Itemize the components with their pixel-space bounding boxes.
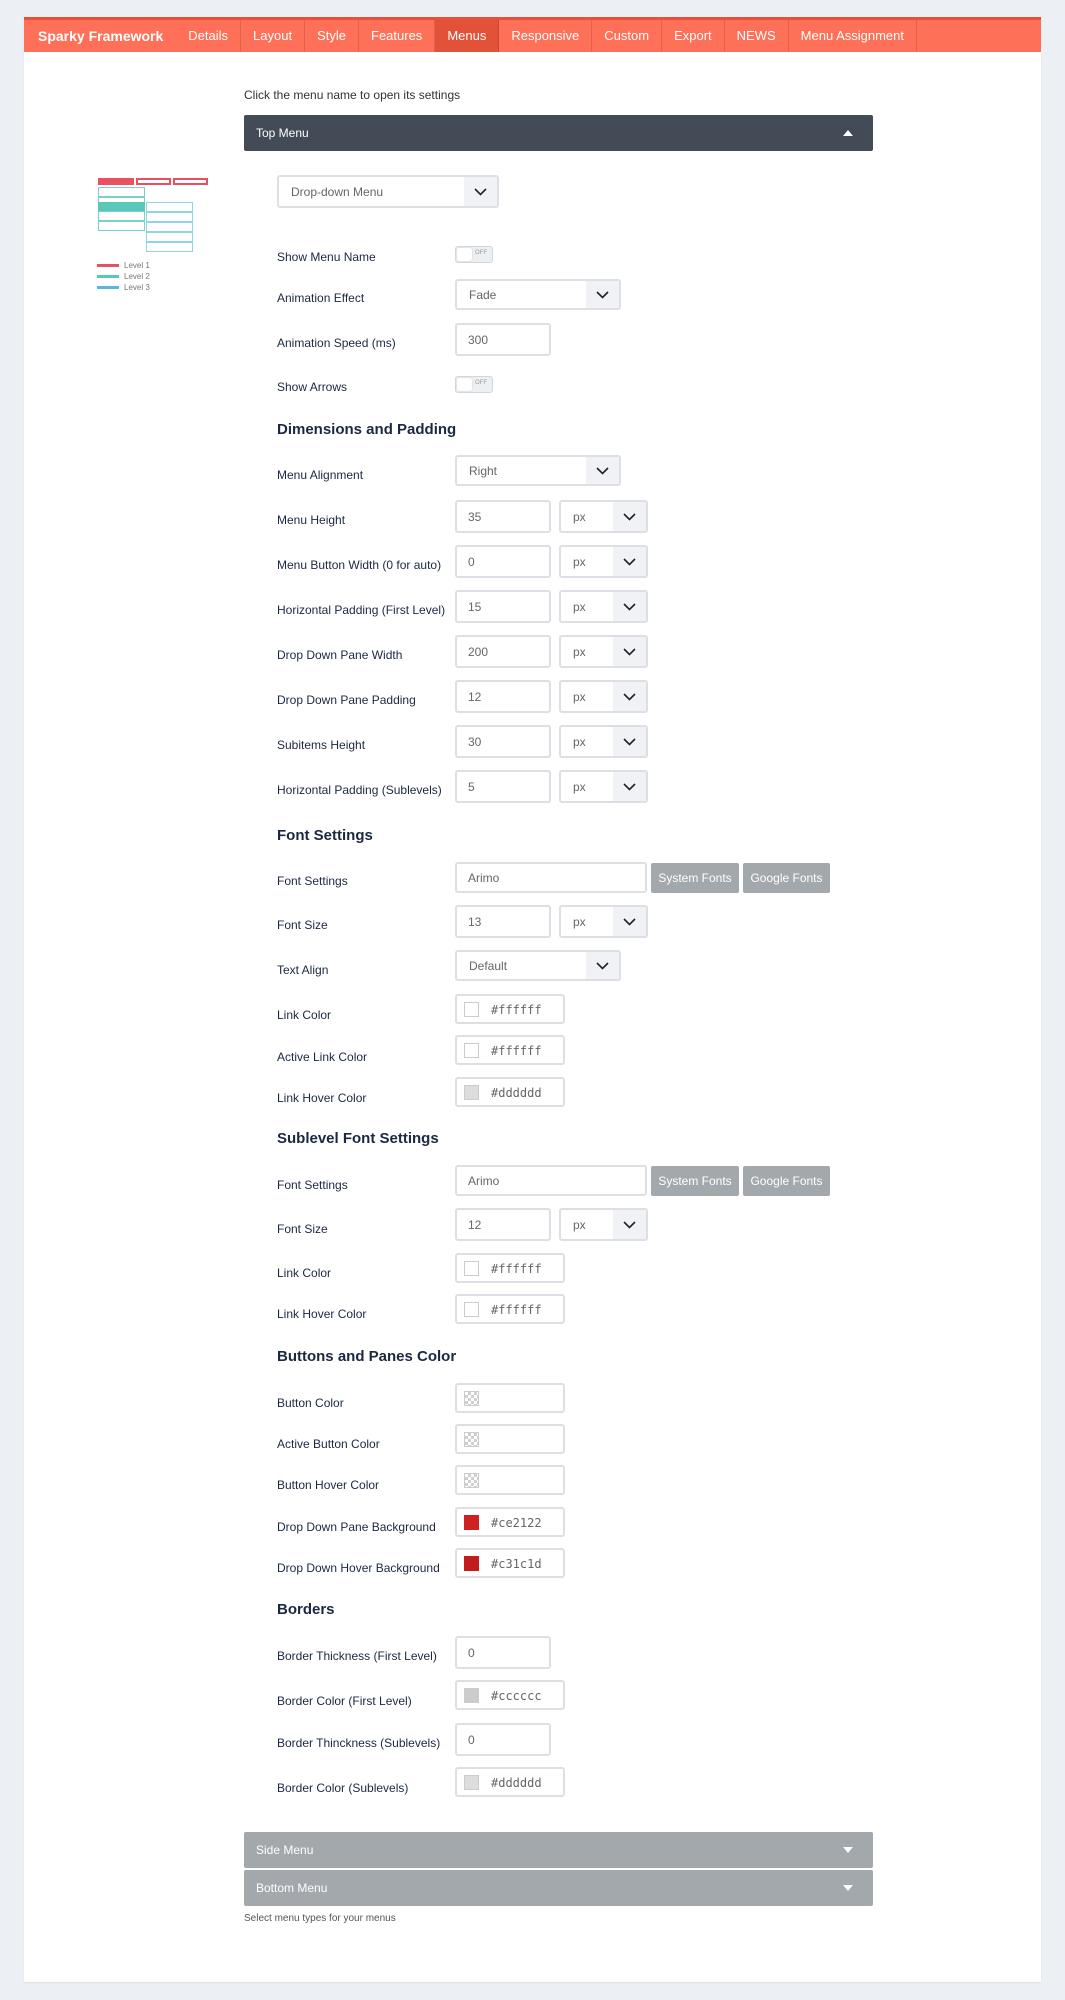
link-color-value: #ffffff <box>491 1003 542 1017</box>
chevron-down-icon <box>613 1210 646 1239</box>
border-thickness-first-label: Border Thickness (First Level) <box>277 1649 437 1663</box>
menu-height-unit-select[interactable] <box>559 500 648 533</box>
border-color-sub-picker[interactable] <box>455 1767 565 1797</box>
sublevel-system-fonts-button[interactable]: System Fonts <box>651 1166 739 1196</box>
tab-news[interactable]: NEWS <box>725 20 789 52</box>
animation-speed-input[interactable]: 300 <box>455 323 551 356</box>
show-arrows-toggle[interactable] <box>455 376 493 393</box>
top-navigation <box>24 17 1041 52</box>
active-link-color-picker[interactable] <box>455 1035 565 1065</box>
font-size-label: Font Size <box>277 918 328 932</box>
transparent-swatch-icon <box>464 1473 479 1488</box>
unit-value: px <box>573 554 586 569</box>
toggle-off-text: OFF <box>475 380 487 386</box>
border-color-first-value: #cccccc <box>491 1689 542 1703</box>
menu-hint-text: Click the menu name to open its settings <box>244 88 461 102</box>
menu-alignment-select[interactable] <box>455 455 621 486</box>
link-hover-color-label: Link Hover Color <box>277 1091 367 1105</box>
sublevel-font-family-input[interactable]: Arimo <box>455 1165 647 1196</box>
horizontal-padding-sublevels-label: Horizontal Padding (Sublevels) <box>277 783 442 797</box>
show-arrows-label: Show Arrows <box>277 380 348 394</box>
border-color-sub-value: #dddddd <box>491 1776 542 1790</box>
text-align-select[interactable] <box>455 950 621 981</box>
sublevel-font-settings-label: Font Settings <box>277 1178 348 1192</box>
legend-level-3: Level 3 <box>124 283 150 292</box>
horizontal-padding-first-level-unit-select[interactable] <box>559 590 648 623</box>
color-swatch <box>464 1261 479 1276</box>
border-thickness-first-input[interactable]: 0 <box>455 1636 551 1669</box>
legend-level-1: Level 1 <box>124 261 150 270</box>
font-family-input[interactable]: Arimo <box>455 862 647 893</box>
menu-preview-diagram <box>97 177 213 297</box>
drop-down-pane-width-label: Drop Down Pane Width <box>277 648 403 662</box>
bottom-menu-title: Bottom Menu <box>256 1881 328 1895</box>
border-color-first-picker[interactable] <box>455 1680 565 1710</box>
animation-effect-value: Fade <box>469 287 497 302</box>
color-swatch <box>464 1556 479 1571</box>
chevron-down-icon <box>613 907 646 936</box>
color-swatch <box>464 1775 479 1790</box>
link-color-label: Link Color <box>277 1008 332 1022</box>
font-size-unit-value: px <box>573 914 586 929</box>
legend-level-2: Level 2 <box>124 272 150 281</box>
link-color-picker[interactable] <box>455 994 565 1024</box>
menu-type-select[interactable] <box>277 175 499 208</box>
chevron-down-icon <box>586 457 619 484</box>
chevron-down-icon <box>586 952 619 979</box>
font-settings-heading: Font Settings <box>277 827 373 844</box>
show-menu-name-label: Show Menu Name <box>277 250 376 264</box>
chevron-down-icon <box>464 177 497 206</box>
show-menu-name-toggle[interactable] <box>455 246 493 263</box>
sublevel-link-color-label: Link Color <box>277 1266 332 1280</box>
horizontal-padding-sublevels-input[interactable]: 5 <box>455 770 551 803</box>
chevron-down-icon <box>613 682 646 711</box>
tab-menus[interactable]: Menus <box>435 20 499 52</box>
font-size-input[interactable]: 13 <box>455 905 551 938</box>
color-swatch <box>464 1688 479 1703</box>
drop-down-pane-width-unit-select[interactable] <box>559 635 648 668</box>
pane-background-value: #ce2122 <box>491 1516 542 1530</box>
chevron-down-icon <box>586 281 619 308</box>
dimensions-heading: Dimensions and Padding <box>277 421 457 438</box>
border-thickness-sub-input[interactable]: 0 <box>455 1723 551 1756</box>
buttons-panes-heading: Buttons and Panes Color <box>277 1348 457 1365</box>
link-hover-color-value: #dddddd <box>491 1086 542 1100</box>
button-color-picker[interactable] <box>455 1383 565 1413</box>
side-menu-accordion[interactable] <box>244 1832 873 1868</box>
pane-background-label: Drop Down Pane Background <box>277 1520 436 1534</box>
sublevel-google-fonts-button[interactable]: Google Fonts <box>743 1166 830 1196</box>
tab-layout[interactable]: Layout <box>241 20 305 52</box>
caret-down-icon <box>843 1885 853 1891</box>
active-button-color-picker[interactable] <box>455 1424 565 1454</box>
tab-custom[interactable]: Custom <box>592 20 662 52</box>
color-swatch <box>464 1002 479 1017</box>
text-align-label: Text Align <box>277 963 329 977</box>
font-size-unit-select[interactable] <box>559 905 648 938</box>
color-swatch <box>464 1085 479 1100</box>
caret-down-icon <box>843 1847 853 1853</box>
chevron-down-icon <box>613 592 646 621</box>
sublevel-link-hover-color-value: #ffffff <box>491 1303 542 1317</box>
active-link-color-value: #ffffff <box>491 1044 542 1058</box>
tab-details[interactable]: Details <box>176 20 241 52</box>
drop-down-pane-width-input[interactable]: 200 <box>455 635 551 668</box>
menu-type-value: Drop-down Menu <box>291 184 384 199</box>
unit-value: px <box>573 734 586 749</box>
menu-button-width-0-for-auto-input[interactable]: 0 <box>455 545 551 578</box>
sublevel-font-size-unit-value: px <box>573 1217 586 1232</box>
horizontal-padding-first-level-label: Horizontal Padding (First Level) <box>277 603 446 617</box>
menu-height-label: Menu Height <box>277 513 346 527</box>
tab-export[interactable]: Export <box>662 20 725 52</box>
borders-heading: Borders <box>277 1601 335 1618</box>
border-color-sub-label: Border Color (Sublevels) <box>277 1781 409 1795</box>
pane-background-picker[interactable] <box>455 1507 565 1537</box>
drop-down-pane-padding-input[interactable]: 12 <box>455 680 551 713</box>
system-fonts-button[interactable]: System Fonts <box>651 863 739 893</box>
sublevel-link-color-value: #ffffff <box>491 1262 542 1276</box>
sublevel-font-size-label: Font Size <box>277 1222 328 1236</box>
font-settings-label: Font Settings <box>277 874 348 888</box>
subitems-height-unit-select[interactable] <box>559 725 648 758</box>
top-menu-title: Top Menu <box>256 126 309 140</box>
border-thickness-sub-label: Border Thinckness (Sublevels) <box>277 1736 441 1750</box>
animation-speed-label: Animation Speed (ms) <box>277 336 396 350</box>
side-menu-title: Side Menu <box>256 1843 314 1857</box>
animation-effect-select[interactable] <box>455 279 621 310</box>
menu-button-width-0-for-auto-unit-select[interactable] <box>559 545 648 578</box>
text-align-value: Default <box>469 958 508 973</box>
chevron-down-icon <box>613 502 646 531</box>
unit-value: px <box>573 779 586 794</box>
unit-value: px <box>573 599 586 614</box>
toggle-off-text: OFF <box>475 250 487 256</box>
border-color-first-label: Border Color (First Level) <box>277 1694 412 1708</box>
sublevel-font-heading: Sublevel Font Settings <box>277 1130 439 1147</box>
menu-types-hint: Select menu types for your menus <box>244 1913 396 1924</box>
horizontal-padding-first-level-input[interactable]: 15 <box>455 590 551 623</box>
brand-title: Sparky Framework <box>38 28 164 44</box>
button-hover-color-picker[interactable] <box>455 1465 565 1495</box>
active-link-color-label: Active Link Color <box>277 1050 368 1064</box>
menu-height-input[interactable]: 35 <box>455 500 551 533</box>
transparent-swatch-icon <box>464 1432 479 1447</box>
sublevel-font-size-unit-select[interactable] <box>559 1208 648 1241</box>
animation-effect-label: Animation Effect <box>277 291 365 305</box>
tab-responsive[interactable]: Responsive <box>499 20 592 52</box>
sublevel-link-color-picker[interactable] <box>455 1253 565 1283</box>
bottom-menu-accordion[interactable] <box>244 1870 873 1906</box>
drop-down-pane-padding-unit-select[interactable] <box>559 680 648 713</box>
chevron-down-icon <box>613 727 646 756</box>
color-swatch <box>464 1302 479 1317</box>
sublevel-font-size-input[interactable]: 12 <box>455 1208 551 1241</box>
unit-value: px <box>573 644 586 659</box>
tab-features[interactable]: Features <box>359 20 435 52</box>
subitems-height-label: Subitems Height <box>277 738 366 752</box>
button-hover-color-label: Button Hover Color <box>277 1478 380 1492</box>
tab-style[interactable]: Style <box>305 20 359 52</box>
unit-value: px <box>573 689 586 704</box>
hover-background-label: Drop Down Hover Background <box>277 1561 440 1575</box>
menu-alignment-label: Menu Alignment <box>277 468 364 482</box>
chevron-down-icon <box>613 772 646 801</box>
color-swatch <box>464 1043 479 1058</box>
chevron-down-icon <box>613 637 646 666</box>
active-button-color-label: Active Button Color <box>277 1437 380 1451</box>
chevron-down-icon <box>613 547 646 576</box>
horizontal-padding-sublevels-unit-select[interactable] <box>559 770 648 803</box>
menu-button-width-0-for-auto-label: Menu Button Width (0 for auto) <box>277 558 442 572</box>
tab-menu-assignment[interactable]: Menu Assignment <box>789 20 917 52</box>
menu-alignment-value: Right <box>469 463 498 478</box>
button-color-label: Button Color <box>277 1396 344 1410</box>
transparent-swatch-icon <box>464 1391 479 1406</box>
sublevel-link-hover-color-label: Link Hover Color <box>277 1307 367 1321</box>
unit-value: px <box>573 509 586 524</box>
caret-up-icon <box>843 130 853 136</box>
top-menu-accordion[interactable] <box>244 115 873 151</box>
drop-down-pane-padding-label: Drop Down Pane Padding <box>277 693 416 707</box>
hover-background-value: #c31c1d <box>491 1557 542 1571</box>
color-swatch <box>464 1515 479 1530</box>
sublevel-link-hover-color-picker[interactable] <box>455 1294 565 1324</box>
subitems-height-input[interactable]: 30 <box>455 725 551 758</box>
link-hover-color-picker[interactable] <box>455 1077 565 1107</box>
google-fonts-button[interactable]: Google Fonts <box>743 863 830 893</box>
hover-background-picker[interactable] <box>455 1548 565 1578</box>
